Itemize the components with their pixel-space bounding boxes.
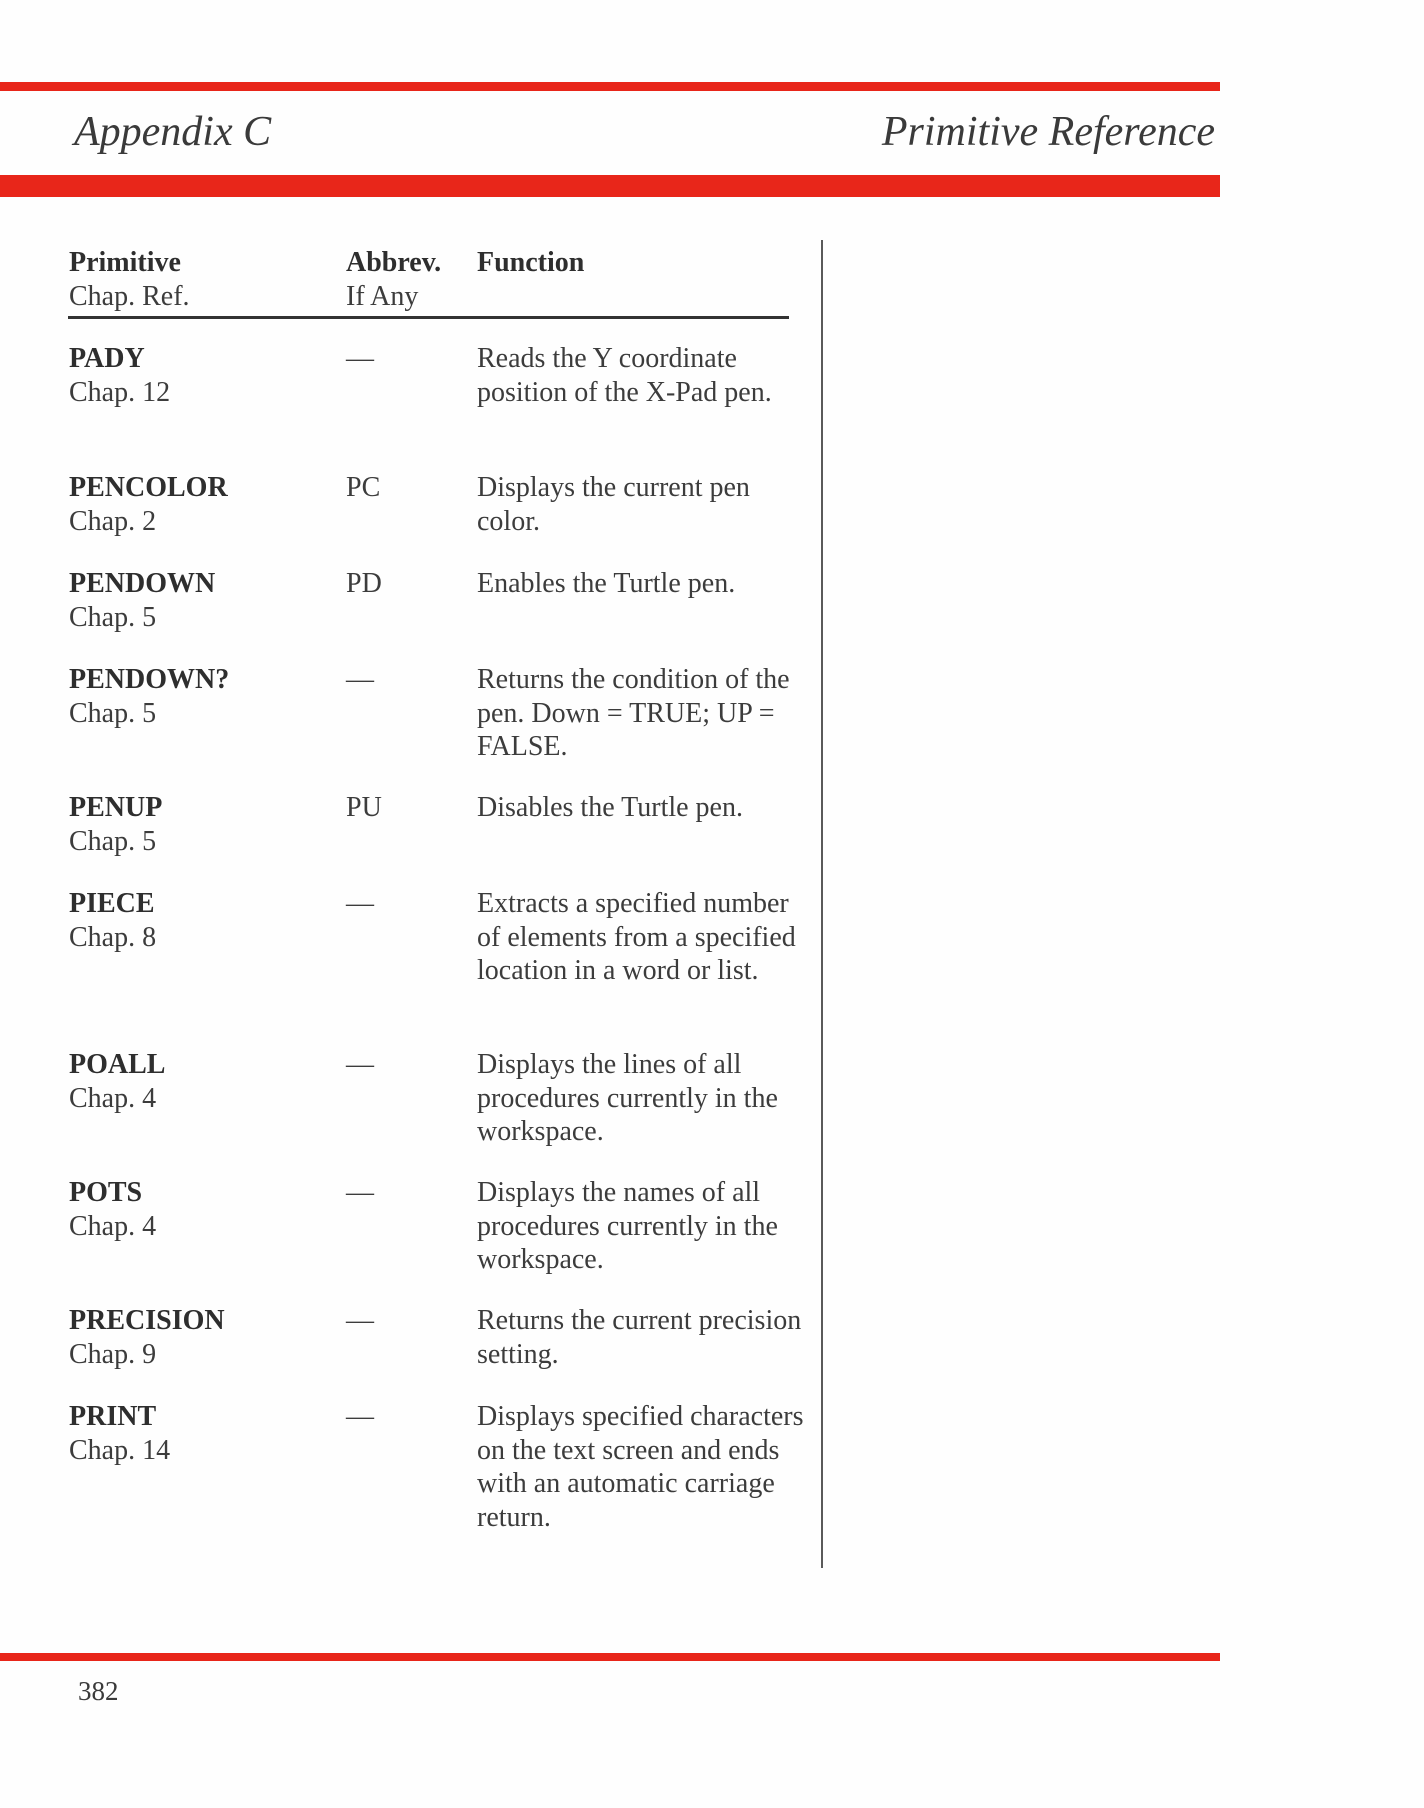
chapter-ref: Chap. 5	[69, 825, 157, 857]
column-header-chapref-label: Chap. Ref.	[69, 281, 190, 312]
primitive-name: PENUP	[69, 792, 163, 823]
abbreviation: PU	[346, 792, 382, 823]
table-header-rule	[68, 316, 789, 319]
chapter-ref: Chap. 14	[69, 1434, 171, 1466]
chapter-ref: Chap. 2	[69, 505, 157, 537]
column-header-function	[477, 246, 584, 280]
function-description: Displays specified characters on the text screen and ends with an automatic carriage return.	[477, 1401, 804, 1533]
column-header-primitive-label: Primitive	[69, 247, 181, 278]
column-divider	[821, 240, 823, 1568]
function-description: Displays the current pen color.	[477, 472, 750, 537]
column-header-abbrev-label: Abbrev.	[346, 247, 442, 278]
header-red-band	[0, 175, 1220, 197]
function-description: Returns the current precision setting.	[477, 1305, 802, 1370]
column-header-ifany-label: If Any	[346, 281, 419, 312]
primitive-name: POALL	[69, 1049, 166, 1080]
primitive-name: PENDOWN?	[69, 664, 230, 695]
primitive-name: PRECISION	[69, 1305, 225, 1336]
header-appendix: Appendix C	[74, 109, 272, 155]
primitive-name: PENCOLOR	[69, 472, 228, 503]
primitive-name: PADY	[69, 343, 145, 374]
abbreviation: —	[346, 888, 374, 919]
function-description: Extracts a specified number of elements from a specified location in a word or list.	[477, 888, 796, 986]
column-header-abbrev	[346, 246, 441, 314]
function-description: Displays the lines of all procedures currently in the workspace.	[477, 1049, 778, 1147]
header-section-title: Primitive Reference	[881, 109, 1215, 155]
abbreviation: —	[346, 1401, 374, 1432]
primitive-name: PENDOWN	[69, 568, 216, 599]
abbreviation: —	[346, 1177, 374, 1208]
abbreviation: —	[346, 343, 374, 374]
chapter-ref: Chap. 5	[69, 697, 157, 729]
function-description: Reads the Y coordinate position of the X-Pad pen.	[477, 343, 772, 408]
abbreviation: —	[346, 1305, 374, 1336]
function-description: Enables the Turtle pen.	[477, 568, 736, 599]
abbreviation: —	[346, 1049, 374, 1080]
column-header-primitive	[69, 246, 190, 314]
chapter-ref: Chap. 4	[69, 1210, 157, 1242]
top-red-rule	[0, 82, 1220, 91]
column-header-function-label: Function	[477, 247, 585, 278]
abbreviation: PD	[346, 568, 382, 599]
function-description: Disables the Turtle pen.	[477, 792, 743, 823]
primitive-name: PRINT	[69, 1401, 157, 1432]
chapter-ref: Chap. 4	[69, 1082, 157, 1114]
chapter-ref: Chap. 8	[69, 921, 157, 953]
function-description: Returns the condition of the pen. Down = TRUE; UP = FALSE.	[477, 664, 790, 762]
primitive-name: POTS	[69, 1177, 143, 1208]
abbreviation: —	[346, 664, 374, 695]
primitive-name: PIECE	[69, 888, 155, 919]
chapter-ref: Chap. 5	[69, 601, 157, 633]
abbreviation: PC	[346, 472, 381, 503]
page-number: 382	[78, 1676, 119, 1706]
bottom-red-rule	[0, 1653, 1220, 1661]
chapter-ref: Chap. 9	[69, 1338, 157, 1370]
chapter-ref: Chap. 12	[69, 376, 171, 408]
function-description: Displays the names of all procedures currently in the workspace.	[477, 1177, 778, 1275]
